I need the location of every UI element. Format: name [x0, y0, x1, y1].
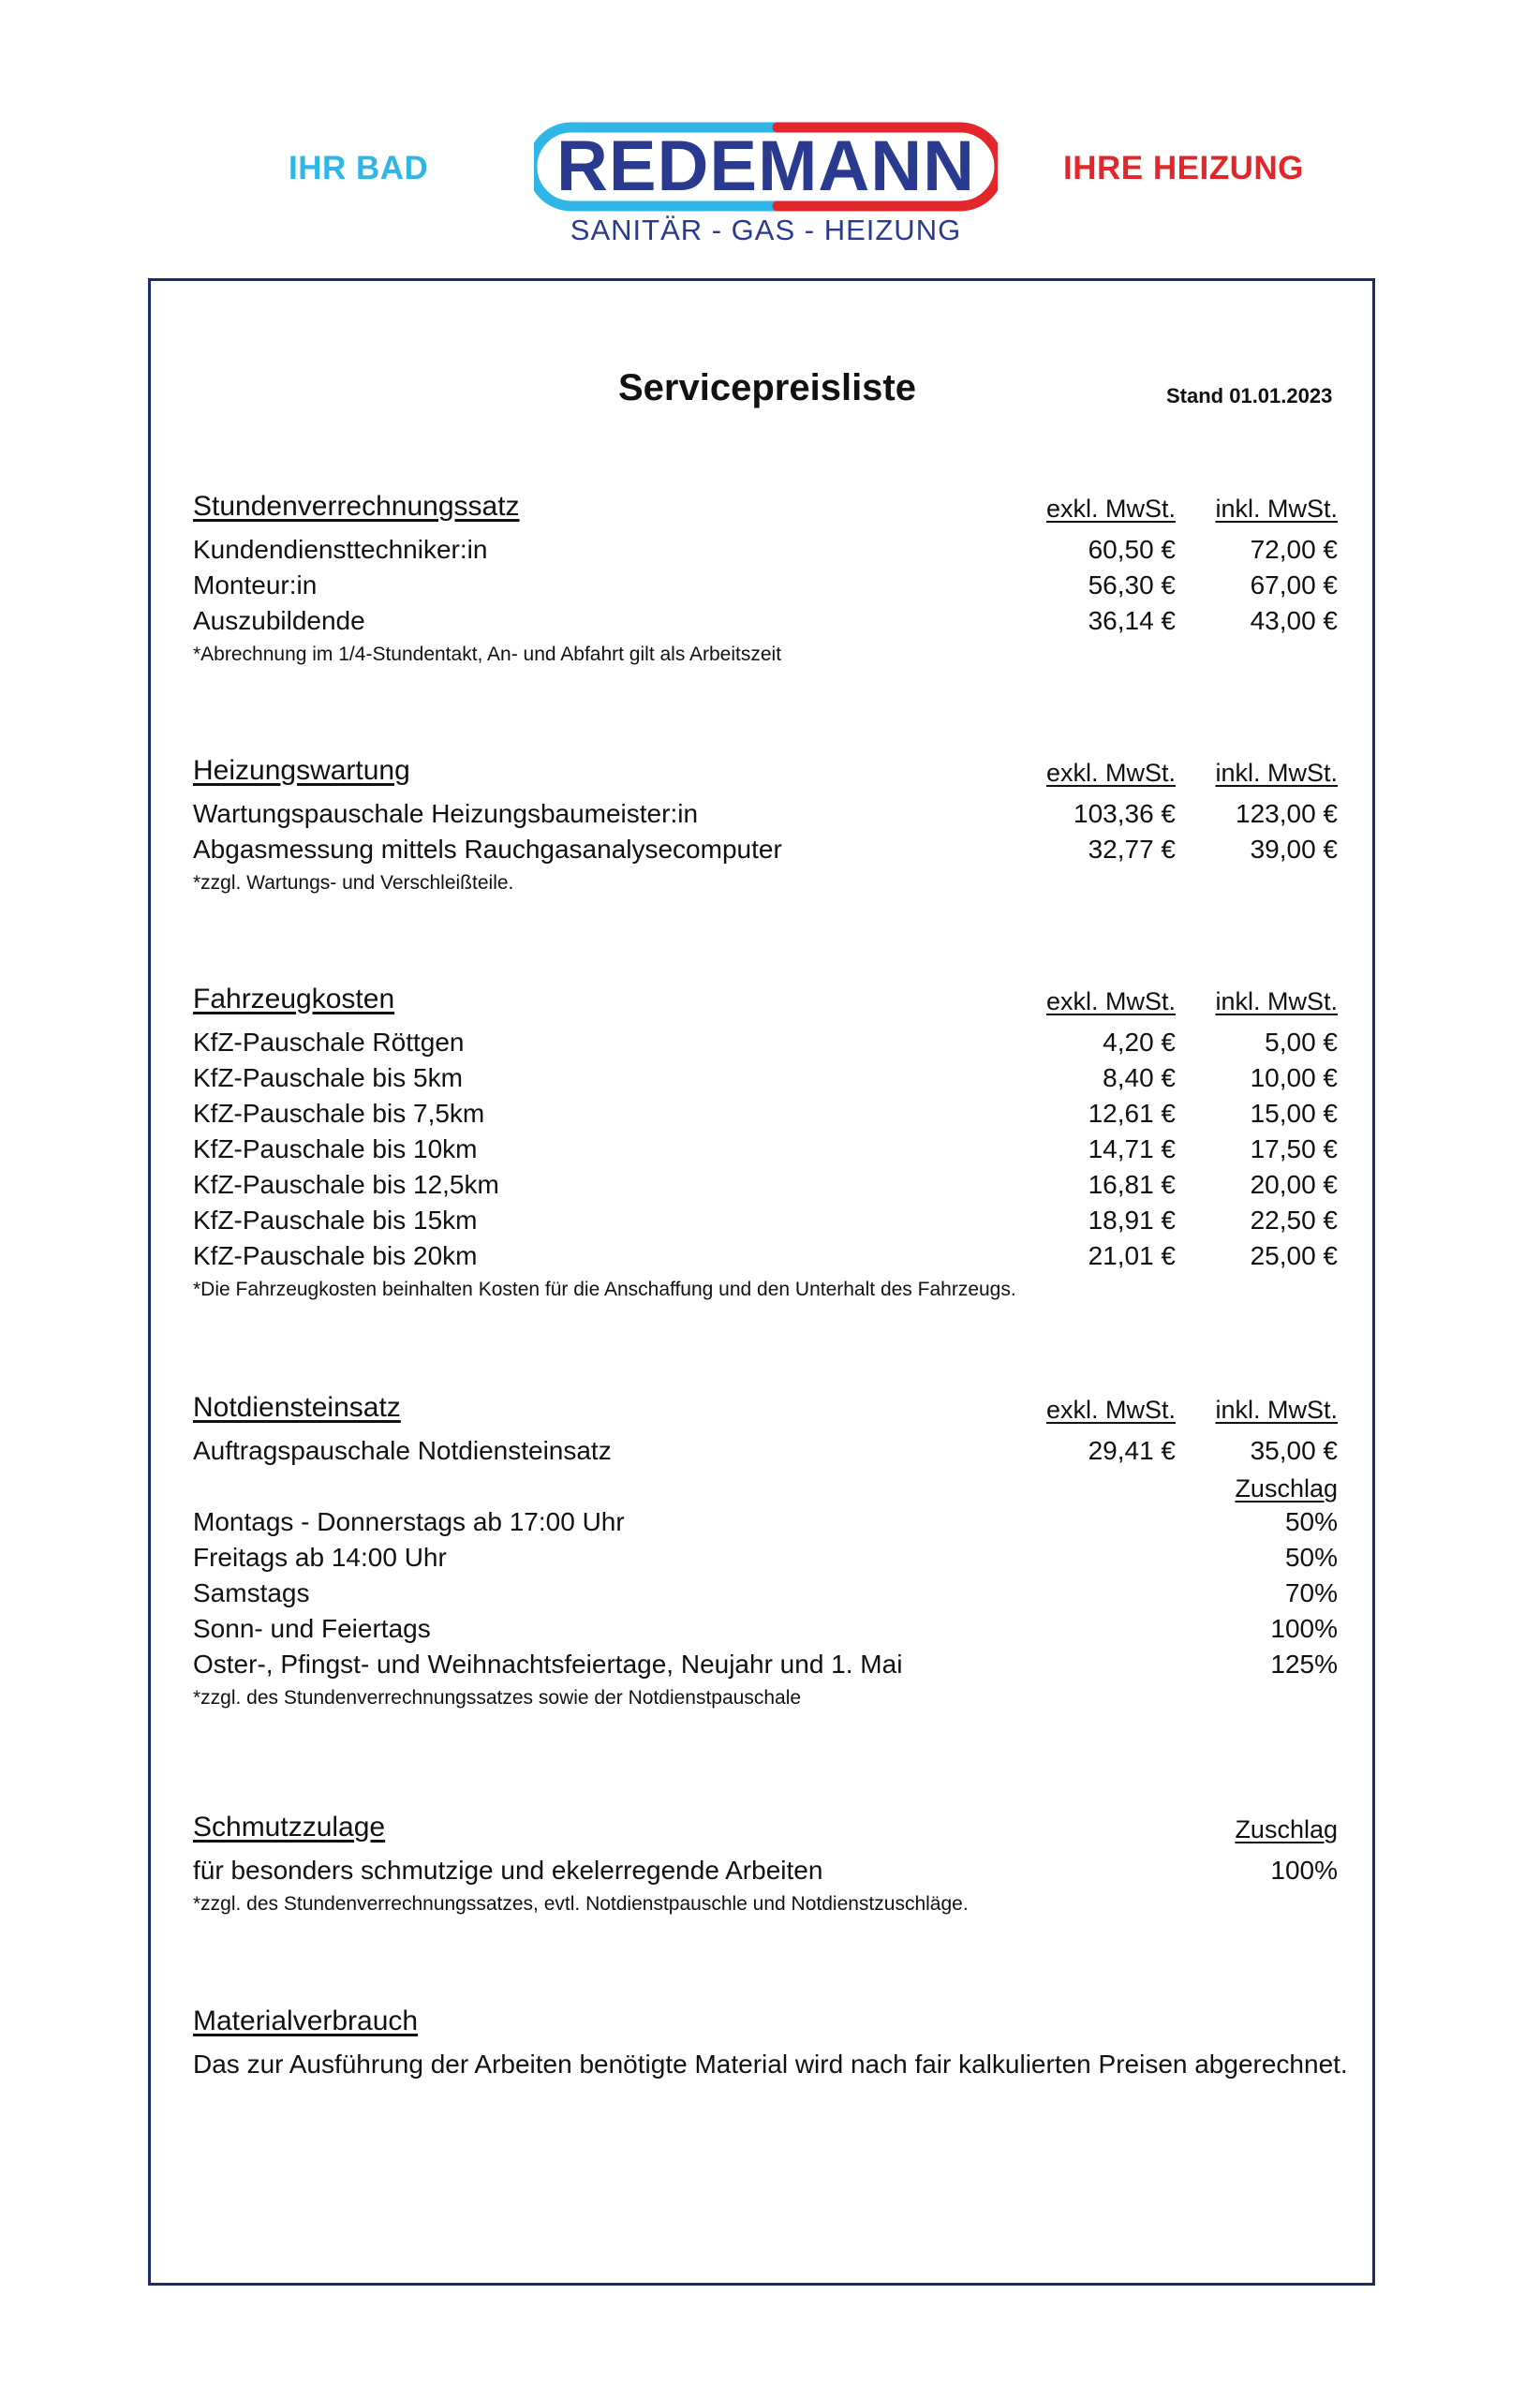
price-inkl: 43,00 €	[1250, 606, 1338, 635]
price-exkl: 32,77 €	[1088, 835, 1176, 864]
surcharge-value: 50%	[1284, 1507, 1338, 1536]
surcharge-row	[193, 1853, 1338, 1888]
price-row	[193, 568, 1338, 603]
section-title: Fahrzeugkosten	[193, 984, 395, 1014]
price-exkl: 60,50 €	[1088, 535, 1176, 564]
row-label: KfZ-Pauschale bis 7,5km	[193, 1099, 485, 1128]
price-inkl: 20,00 €	[1250, 1170, 1338, 1199]
section-note: *zzgl. des Stundenverrechnungssatzes sowie der Notdienstpauschale	[193, 1687, 802, 1709]
row-label: KfZ-Pauschale Röttgen	[193, 1028, 465, 1057]
price-row	[193, 603, 1338, 639]
price-row	[193, 796, 1338, 832]
price-inkl: 25,00 €	[1250, 1241, 1338, 1270]
row-label: KfZ-Pauschale bis 10km	[193, 1134, 478, 1163]
logo-subtitle: SANITÄR - GAS - HEIZUNG	[570, 214, 962, 246]
row-label: Sonn- und Feiertags	[193, 1614, 431, 1643]
price-inkl: 17,50 €	[1250, 1134, 1338, 1163]
column-header-exkl: exkl. MwSt.	[1045, 759, 1176, 787]
section-stundenverrechnungssatz	[193, 491, 1338, 669]
section-title: Notdiensteinsatz	[193, 1392, 401, 1423]
price-row	[193, 1132, 1338, 1167]
surcharge-value: 100%	[1270, 1614, 1338, 1643]
price-exkl: 8,40 €	[1103, 1063, 1176, 1092]
section-note: *zzgl. Wartungs- und Verschleißteile.	[193, 872, 514, 894]
price-exkl: 56,30 €	[1088, 570, 1176, 600]
price-row	[193, 1025, 1338, 1060]
price-row	[193, 1238, 1338, 1274]
document-title: Servicepreisliste	[618, 367, 916, 408]
price-inkl: 39,00 €	[1250, 835, 1338, 864]
column-header-inkl: inkl. MwSt.	[1215, 495, 1338, 523]
row-label: Freitags ab 14:00 Uhr	[193, 1543, 447, 1572]
row-label: KfZ-Pauschale bis 12,5km	[193, 1170, 499, 1199]
section-title: Stundenverrechnungssatz	[193, 491, 520, 522]
surcharge-row	[193, 1611, 1338, 1647]
price-exkl: 12,61 €	[1088, 1099, 1176, 1128]
surcharge-row	[193, 1504, 1338, 1540]
price-exkl: 18,91 €	[1088, 1206, 1176, 1235]
material-text: Das zur Ausführung der Arbeiten benötigte Material wird nach fair kalkulierten Preisen abgerechnet.	[193, 2050, 1348, 2079]
price-exkl: 14,71 €	[1088, 1134, 1176, 1163]
section-title: Schmutzzulage	[193, 1812, 386, 1843]
surcharge-value: 50%	[1284, 1543, 1338, 1572]
section-title: Materialverbrauch	[193, 2006, 419, 2036]
price-exkl: 36,14 €	[1088, 606, 1176, 635]
price-row	[193, 1060, 1338, 1096]
price-row	[193, 1096, 1338, 1132]
price-inkl: 5,00 €	[1265, 1028, 1338, 1057]
row-label: KfZ-Pauschale bis 20km	[193, 1241, 478, 1270]
section-schmutzzulage	[193, 1812, 1338, 1918]
price-inkl: 123,00 €	[1236, 799, 1338, 828]
surcharge-value: 70%	[1284, 1578, 1338, 1607]
company-logo	[534, 120, 998, 251]
row-label: Kundendiensttechniker:in	[193, 535, 488, 564]
surcharge-row	[193, 1647, 1338, 1682]
price-exkl: 4,20 €	[1103, 1028, 1176, 1057]
surcharge-value: 100%	[1270, 1856, 1338, 1885]
row-label: Auszubildende	[193, 606, 365, 635]
column-header-zuschlag: Zuschlag	[1235, 1474, 1338, 1502]
section-note: *Die Fahrzeugkosten beinhalten Kosten für die Anschaffung und den Unterhalt des Fahrzeugs.	[193, 1279, 1016, 1300]
document-date: Stand 01.01.2023	[1166, 384, 1333, 407]
price-row	[193, 1167, 1338, 1203]
surcharge-value: 125%	[1270, 1650, 1338, 1679]
price-inkl: 22,50 €	[1250, 1206, 1338, 1235]
tagline-right: IHRE HEIZUNG	[1063, 150, 1304, 186]
section-materialverbrauch	[193, 2006, 1348, 2082]
column-header-inkl: inkl. MwSt.	[1215, 987, 1338, 1015]
page-header	[0, 0, 1540, 272]
column-header-inkl: inkl. MwSt.	[1215, 1396, 1338, 1424]
column-header-exkl: exkl. MwSt.	[1045, 495, 1176, 523]
zuschlag-header	[193, 1469, 1338, 1504]
tagline-left: IHR BAD	[289, 150, 429, 186]
price-row	[193, 1203, 1338, 1238]
price-inkl: 35,00 €	[1250, 1436, 1338, 1465]
column-header-exkl: exkl. MwSt.	[1045, 1396, 1176, 1424]
price-row	[193, 832, 1338, 867]
price-exkl: 16,81 €	[1088, 1170, 1176, 1199]
price-exkl: 21,01 €	[1088, 1241, 1176, 1270]
price-exkl: 103,36 €	[1074, 799, 1176, 828]
section-note: *zzgl. des Stundenverrechnungssatzes, evtl. Notdienstpauschle und Notdienstzuschläge.	[193, 1893, 969, 1915]
column-header-inkl: inkl. MwSt.	[1215, 759, 1338, 787]
row-label: Montags - Donnerstags ab 17:00 Uhr	[193, 1507, 625, 1536]
surcharge-row	[193, 1576, 1338, 1611]
price-inkl: 10,00 €	[1250, 1063, 1338, 1092]
price-inkl: 72,00 €	[1250, 535, 1338, 564]
row-label: Auftragspauschale Notdiensteinsatz	[193, 1436, 612, 1465]
row-label: KfZ-Pauschale bis 15km	[193, 1206, 478, 1235]
section-title: Heizungswartung	[193, 755, 410, 786]
row-label: KfZ-Pauschale bis 5km	[193, 1063, 463, 1092]
section-heizungswartung	[193, 755, 1338, 897]
surcharge-row	[193, 1540, 1338, 1576]
row-label: Oster-, Pfingst- und Weihnachtsfeiertage, Neujahr und 1. Mai	[193, 1650, 903, 1679]
price-inkl: 15,00 €	[1250, 1099, 1338, 1128]
section-note: *Abrechnung im 1/4-Stundentakt, An- und Abfahrt gilt als Arbeitszeit	[193, 644, 782, 665]
price-inkl: 67,00 €	[1250, 570, 1338, 600]
row-label: Wartungspauschale Heizungsbaumeister:in	[193, 799, 699, 828]
row-label: Abgasmessung mittels Rauchgasanalysecomputer	[193, 835, 782, 864]
row-label: Samstags	[193, 1578, 310, 1607]
price-row	[193, 532, 1338, 568]
price-row	[193, 1433, 1338, 1469]
logo-name: REDEMANN	[555, 126, 976, 206]
row-label: Monteur:in	[193, 570, 318, 600]
section-notdiensteinsatz	[193, 1392, 1338, 1712]
column-header-exkl: exkl. MwSt.	[1045, 987, 1176, 1015]
section-fahrzeugkosten	[193, 984, 1338, 1304]
price-exkl: 29,41 €	[1088, 1436, 1176, 1465]
column-header-zuschlag: Zuschlag	[1235, 1815, 1338, 1843]
row-label: für besonders schmutzige und ekelerregende Arbeiten	[193, 1856, 823, 1885]
